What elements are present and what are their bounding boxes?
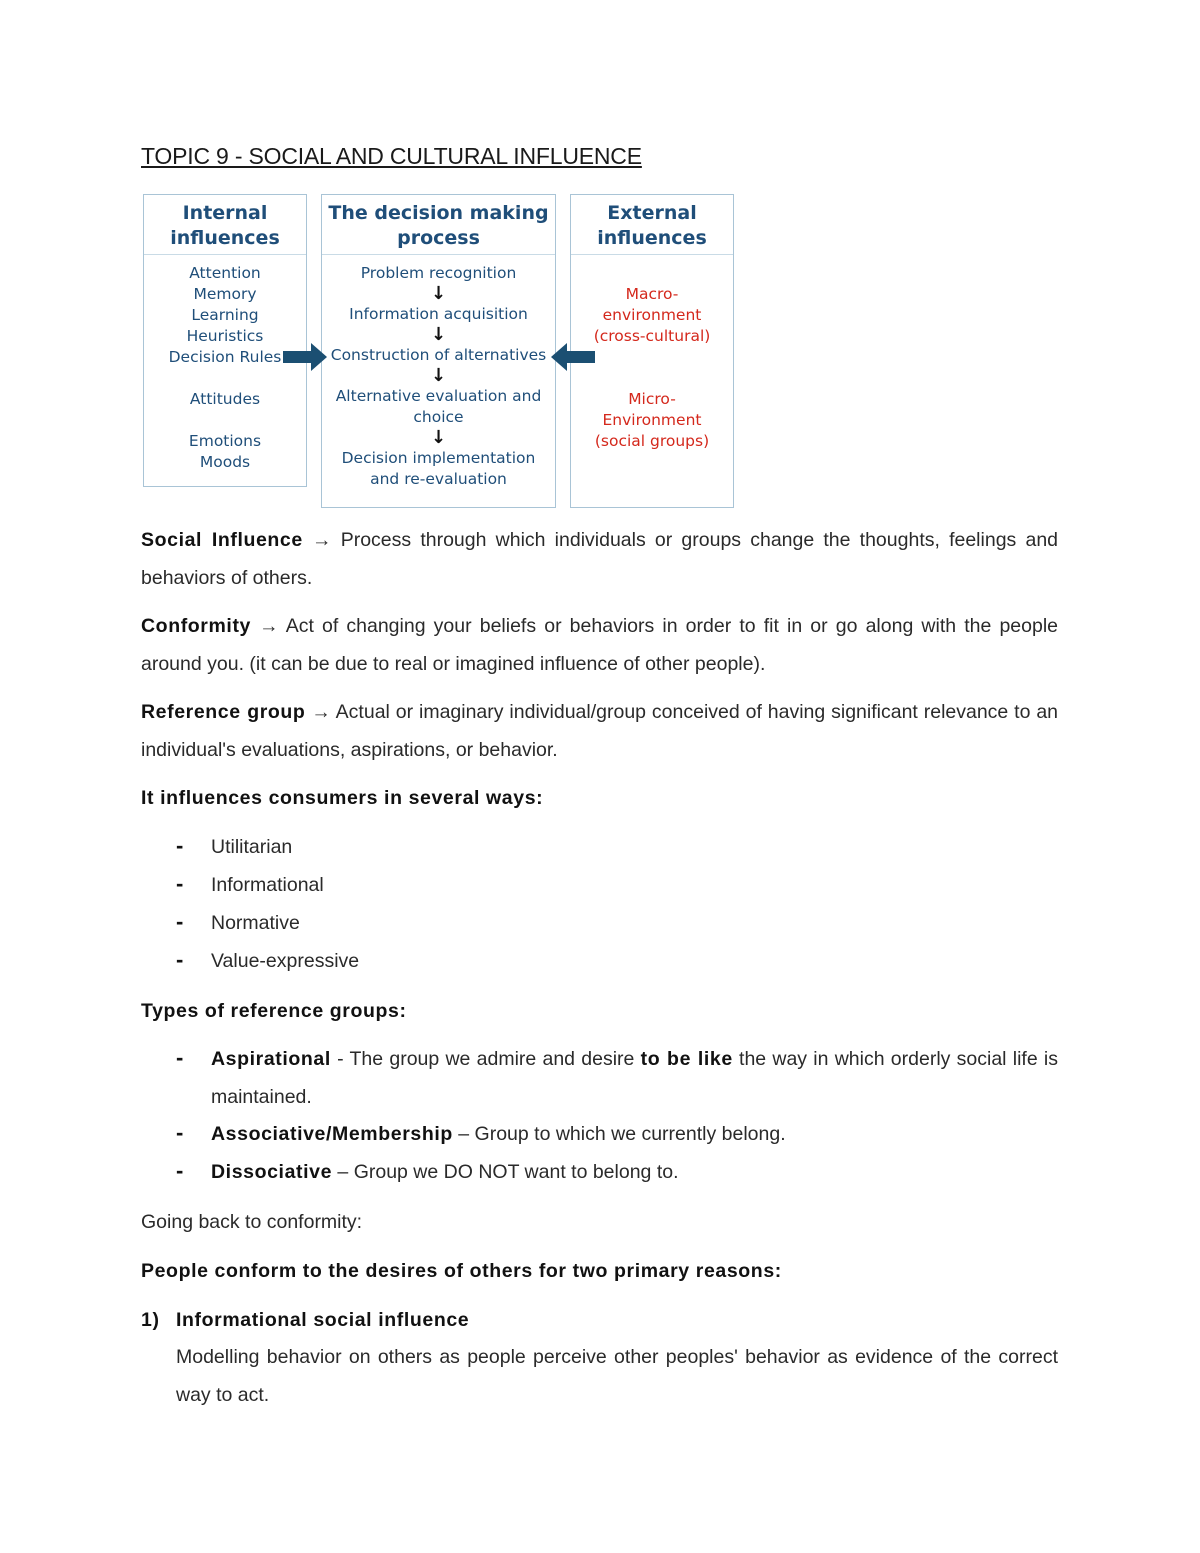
external-item: Micro- [628,390,676,408]
reason-title: Informational social influence [176,1309,470,1331]
reasons-heading: People conform to the desires of others for two primary reasons: [141,1260,782,1282]
social-influence-text: Process through which individuals or groups change the thoughts, feelings and behaviors of others. [141,529,1059,589]
process-step: Construction of alternatives [330,346,547,364]
process-step: Problem recognition [360,264,517,282]
external-item: environment [602,306,702,324]
arrow-icon: → [311,701,331,723]
aspirational-text-post: the way in which orderly social life is maintained. [211,1048,1058,1108]
bullet-dash: - [176,871,184,896]
internal-item: Learning [191,306,259,324]
right-arrow-icon [283,343,327,371]
process-step: Information acquisition [349,305,528,323]
arrow-icon: → [312,529,332,551]
process-step: Decision implementation [341,449,536,467]
process-step: and re-evaluation [370,470,507,488]
conformity-term: Conformity [141,615,251,637]
aspirational-text-bold: to be like [640,1048,733,1070]
process-step: Alternative evaluation and [335,387,542,405]
aspirational-text-pre: - The group we admire and desire [330,1048,641,1070]
list-item: Informational [211,874,324,896]
process-head-line2: process [397,227,480,249]
bullet-dash: - [176,909,184,934]
aspirational-item [211,1040,1058,1116]
external-head-line1: External [607,202,697,224]
down-arrow-icon: ↓ [430,283,447,304]
dissociative-item [211,1153,1058,1191]
ways-heading: It influences consumers in several ways: [141,787,544,809]
list-item: Value-expressive [211,950,360,972]
internal-influences-heading [144,195,306,255]
going-back-text: Going back to conformity: [141,1211,363,1233]
bullet-dash: - [176,1158,184,1183]
bullet-dash: - [176,1120,184,1145]
conformity-definition [141,607,1058,683]
internal-head-line1: Internal [182,202,268,224]
dissociative-text: – Group we DO NOT want to belong to. [332,1161,679,1183]
process-head-line1: The decision making [328,202,549,224]
external-head-line2: influences [597,227,707,249]
reference-group-definition [141,693,1058,769]
reason-text: Modelling behavior on others as people perceive other peoples' behavior as evidence of the correct way to act. [176,1346,1058,1406]
bullet-dash: - [176,833,184,858]
associative-text: – Group to which we currently belong. [452,1123,786,1145]
down-arrow-icon: ↓ [430,427,447,448]
external-item: (cross-cultural) [593,327,711,345]
page-title: TOPIC 9 - SOCIAL AND CULTURAL INFLUENCE [141,143,642,169]
external-item: (social groups) [594,432,710,450]
process-step: choice [413,408,464,426]
external-item: Environment [602,411,702,429]
bullet-dash: - [176,1045,184,1070]
associative-term: Associative/Membership [211,1123,453,1145]
decision-process-box [321,194,556,508]
external-influences-heading [571,195,733,255]
decision-process-heading [322,195,555,255]
social-influence-definition [141,521,1058,597]
reason-number: 1) [141,1309,160,1331]
external-item: Macro- [625,285,679,303]
internal-item: Moods [199,453,251,471]
reference-group-term: Reference group [141,701,306,723]
associative-item [211,1115,1058,1153]
aspirational-term: Aspirational [211,1048,331,1070]
internal-item: Memory [193,285,257,303]
list-item: Normative [211,912,300,934]
internal-influences-box [143,194,307,487]
conformity-text: Act of changing your beliefs or behaviors in order to fit in or go along with the people around you. (it can be due to real or imagined influence of other people). [141,615,1059,675]
internal-head-line2: influences [170,227,280,249]
decision-process-diagram [141,192,737,508]
bullet-dash: - [176,947,184,972]
internal-item: Attention [189,264,261,282]
internal-item: Attitudes [189,390,261,408]
down-arrow-icon: ↓ [430,365,447,386]
social-influence-term: Social Influence [141,529,303,551]
reference-group-text: Actual or imaginary individual/group conceived of having significant relevance to an individual's evaluations, aspirations, or behavior. [141,701,1059,761]
down-arrow-icon: ↓ [430,324,447,345]
dissociative-term: Dissociative [211,1161,333,1183]
arrow-icon: → [259,615,279,637]
internal-item: Emotions [188,432,262,450]
types-heading: Types of reference groups: [141,1000,407,1022]
left-arrow-icon [551,343,595,371]
internal-item: Heuristics [186,327,264,345]
internal-item: Decision Rules [168,348,282,366]
list-item: Utilitarian [211,836,293,858]
